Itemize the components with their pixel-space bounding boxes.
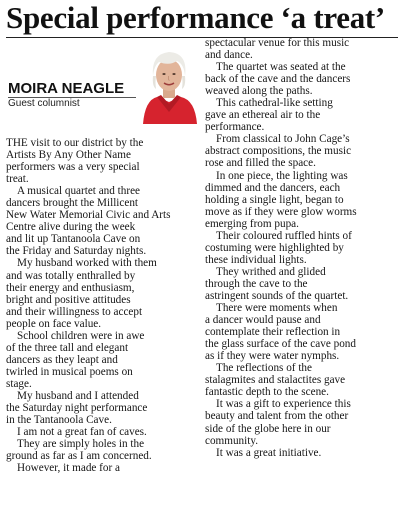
article-line: contemplate their reflection in [205, 326, 341, 339]
article-line: bright and positive attitudes [6, 293, 131, 306]
article-line: THE visit to our district by the [6, 137, 144, 149]
article-line: Artists By Any Other Name [6, 149, 131, 162]
article-line: as if they were water nymphs. [205, 350, 340, 363]
article-line: From classical to John Cage’s [216, 133, 350, 146]
article-line: In one piece, the lighting was [216, 169, 348, 182]
article-line: dimmed and the dancers, each [205, 181, 341, 194]
article-line: It was a gift to experience this [216, 398, 351, 411]
article-line: However, it made for a [17, 462, 120, 475]
article-line: side of the globe here in our [205, 422, 331, 435]
article-paragraph [205, 170, 400, 230]
article-paragraph [205, 447, 400, 459]
article-paragraph [205, 302, 400, 362]
article-line: performers was a very special [6, 161, 140, 174]
article-line: performance. [205, 121, 265, 134]
article-paragraph [6, 438, 201, 462]
article-line: the glass surface of the cave pond [205, 338, 356, 351]
article-paragraph [6, 426, 201, 438]
article-line: their energy and enthusiasm, [6, 281, 135, 294]
article-line: This cathedral-like setting [216, 97, 333, 110]
article-line: weaved along the paths. [205, 85, 313, 98]
article-paragraph [205, 266, 400, 302]
article-line: community. [205, 434, 259, 447]
article-paragraph [6, 330, 201, 390]
article-column-right [205, 37, 400, 459]
article-line: the Saturday night performance [6, 402, 148, 415]
article-line: dancers brought the Millicent [6, 197, 139, 210]
author-name: MOIRA NEAGLE [8, 80, 125, 97]
article-line: My husband and I attended [17, 389, 139, 402]
article-line: Their coloured ruffled hints of [216, 229, 352, 242]
article-line: the Friday and Saturday nights. [6, 245, 147, 258]
article-paragraph [205, 133, 400, 169]
article-line: a dancer would pause and [205, 314, 321, 327]
author-portrait [139, 42, 199, 124]
article-paragraph [6, 462, 201, 474]
article-line: costuming were highlighted by [205, 241, 344, 254]
headline: Special performance ‘a treat’ [6, 0, 385, 35]
article-line: astringent sounds of the quartet. [205, 289, 349, 302]
article-paragraph [205, 61, 400, 97]
article-paragraph [205, 398, 400, 446]
article-paragraph [6, 185, 201, 257]
article-line: A musical quartet and three [17, 185, 141, 198]
article-line: The reflections of the [216, 362, 312, 375]
article-line: move as if they were glow worms [205, 205, 357, 218]
article-line: abstract compositions, the music [205, 145, 352, 158]
article-paragraph [205, 362, 400, 398]
article-line: and was totally enthralled by [6, 269, 136, 282]
article-line: and lit up Tantanoola Cave on [6, 233, 141, 246]
article-line: New Water Memorial Civic and Arts [6, 209, 171, 222]
article-line: and dance. [205, 49, 253, 62]
article-line: beauty and talent from the other [205, 410, 349, 423]
article-line: in the Tantanoola Cave. [6, 414, 112, 427]
article-line: holding a single light, began to [205, 193, 344, 206]
article-column-left [6, 137, 201, 474]
author-role: Guest columnist [8, 98, 80, 109]
article-line: spectacular venue for this music [205, 37, 350, 49]
article-line: of the three tall and elegant [6, 341, 129, 354]
article-paragraph [6, 390, 201, 426]
article-line: stage. [6, 377, 32, 390]
article-line: twirled in musical poems on [6, 365, 133, 378]
article-line: stalagmites and stalactites gave [205, 374, 346, 387]
article-line: They are simply holes in the [17, 438, 145, 451]
article-line: these individual lights. [205, 253, 307, 266]
article-line: They writhed and glided [216, 265, 326, 278]
article-line: dancers as they leapt and [6, 353, 118, 366]
article-paragraph [205, 97, 400, 133]
article-line: Centre alive during the week [6, 221, 136, 234]
article-line: fantastic depth to the scene. [205, 386, 329, 399]
article-paragraph [205, 230, 400, 266]
article-line: and their willingness to accept [6, 305, 143, 318]
article-line: The quartet was seated at the [216, 61, 346, 74]
article-line: School children were in awe [17, 329, 145, 342]
article-line: emerging from pupa. [205, 217, 299, 230]
byline [6, 40, 200, 130]
article-line: I am not a great fan of caves. [17, 426, 147, 439]
article-line: rose and filled the space. [205, 157, 316, 170]
article-paragraph [6, 137, 201, 185]
article-line: There were moments when [216, 302, 338, 315]
article-paragraph [6, 257, 201, 329]
article-paragraph [205, 37, 400, 61]
article-line: treat. [6, 173, 29, 186]
article-line: people on face value. [6, 317, 102, 330]
article-line: through the cave to the [205, 277, 308, 290]
article-line: ground as far as I am concerned. [6, 450, 152, 463]
article-line: It was a great initiative. [216, 446, 322, 459]
article-line: back of the cave and the dancers [205, 73, 351, 86]
article-line: gave an ethereal air to the [205, 109, 321, 122]
article-line: My husband worked with them [17, 257, 157, 270]
